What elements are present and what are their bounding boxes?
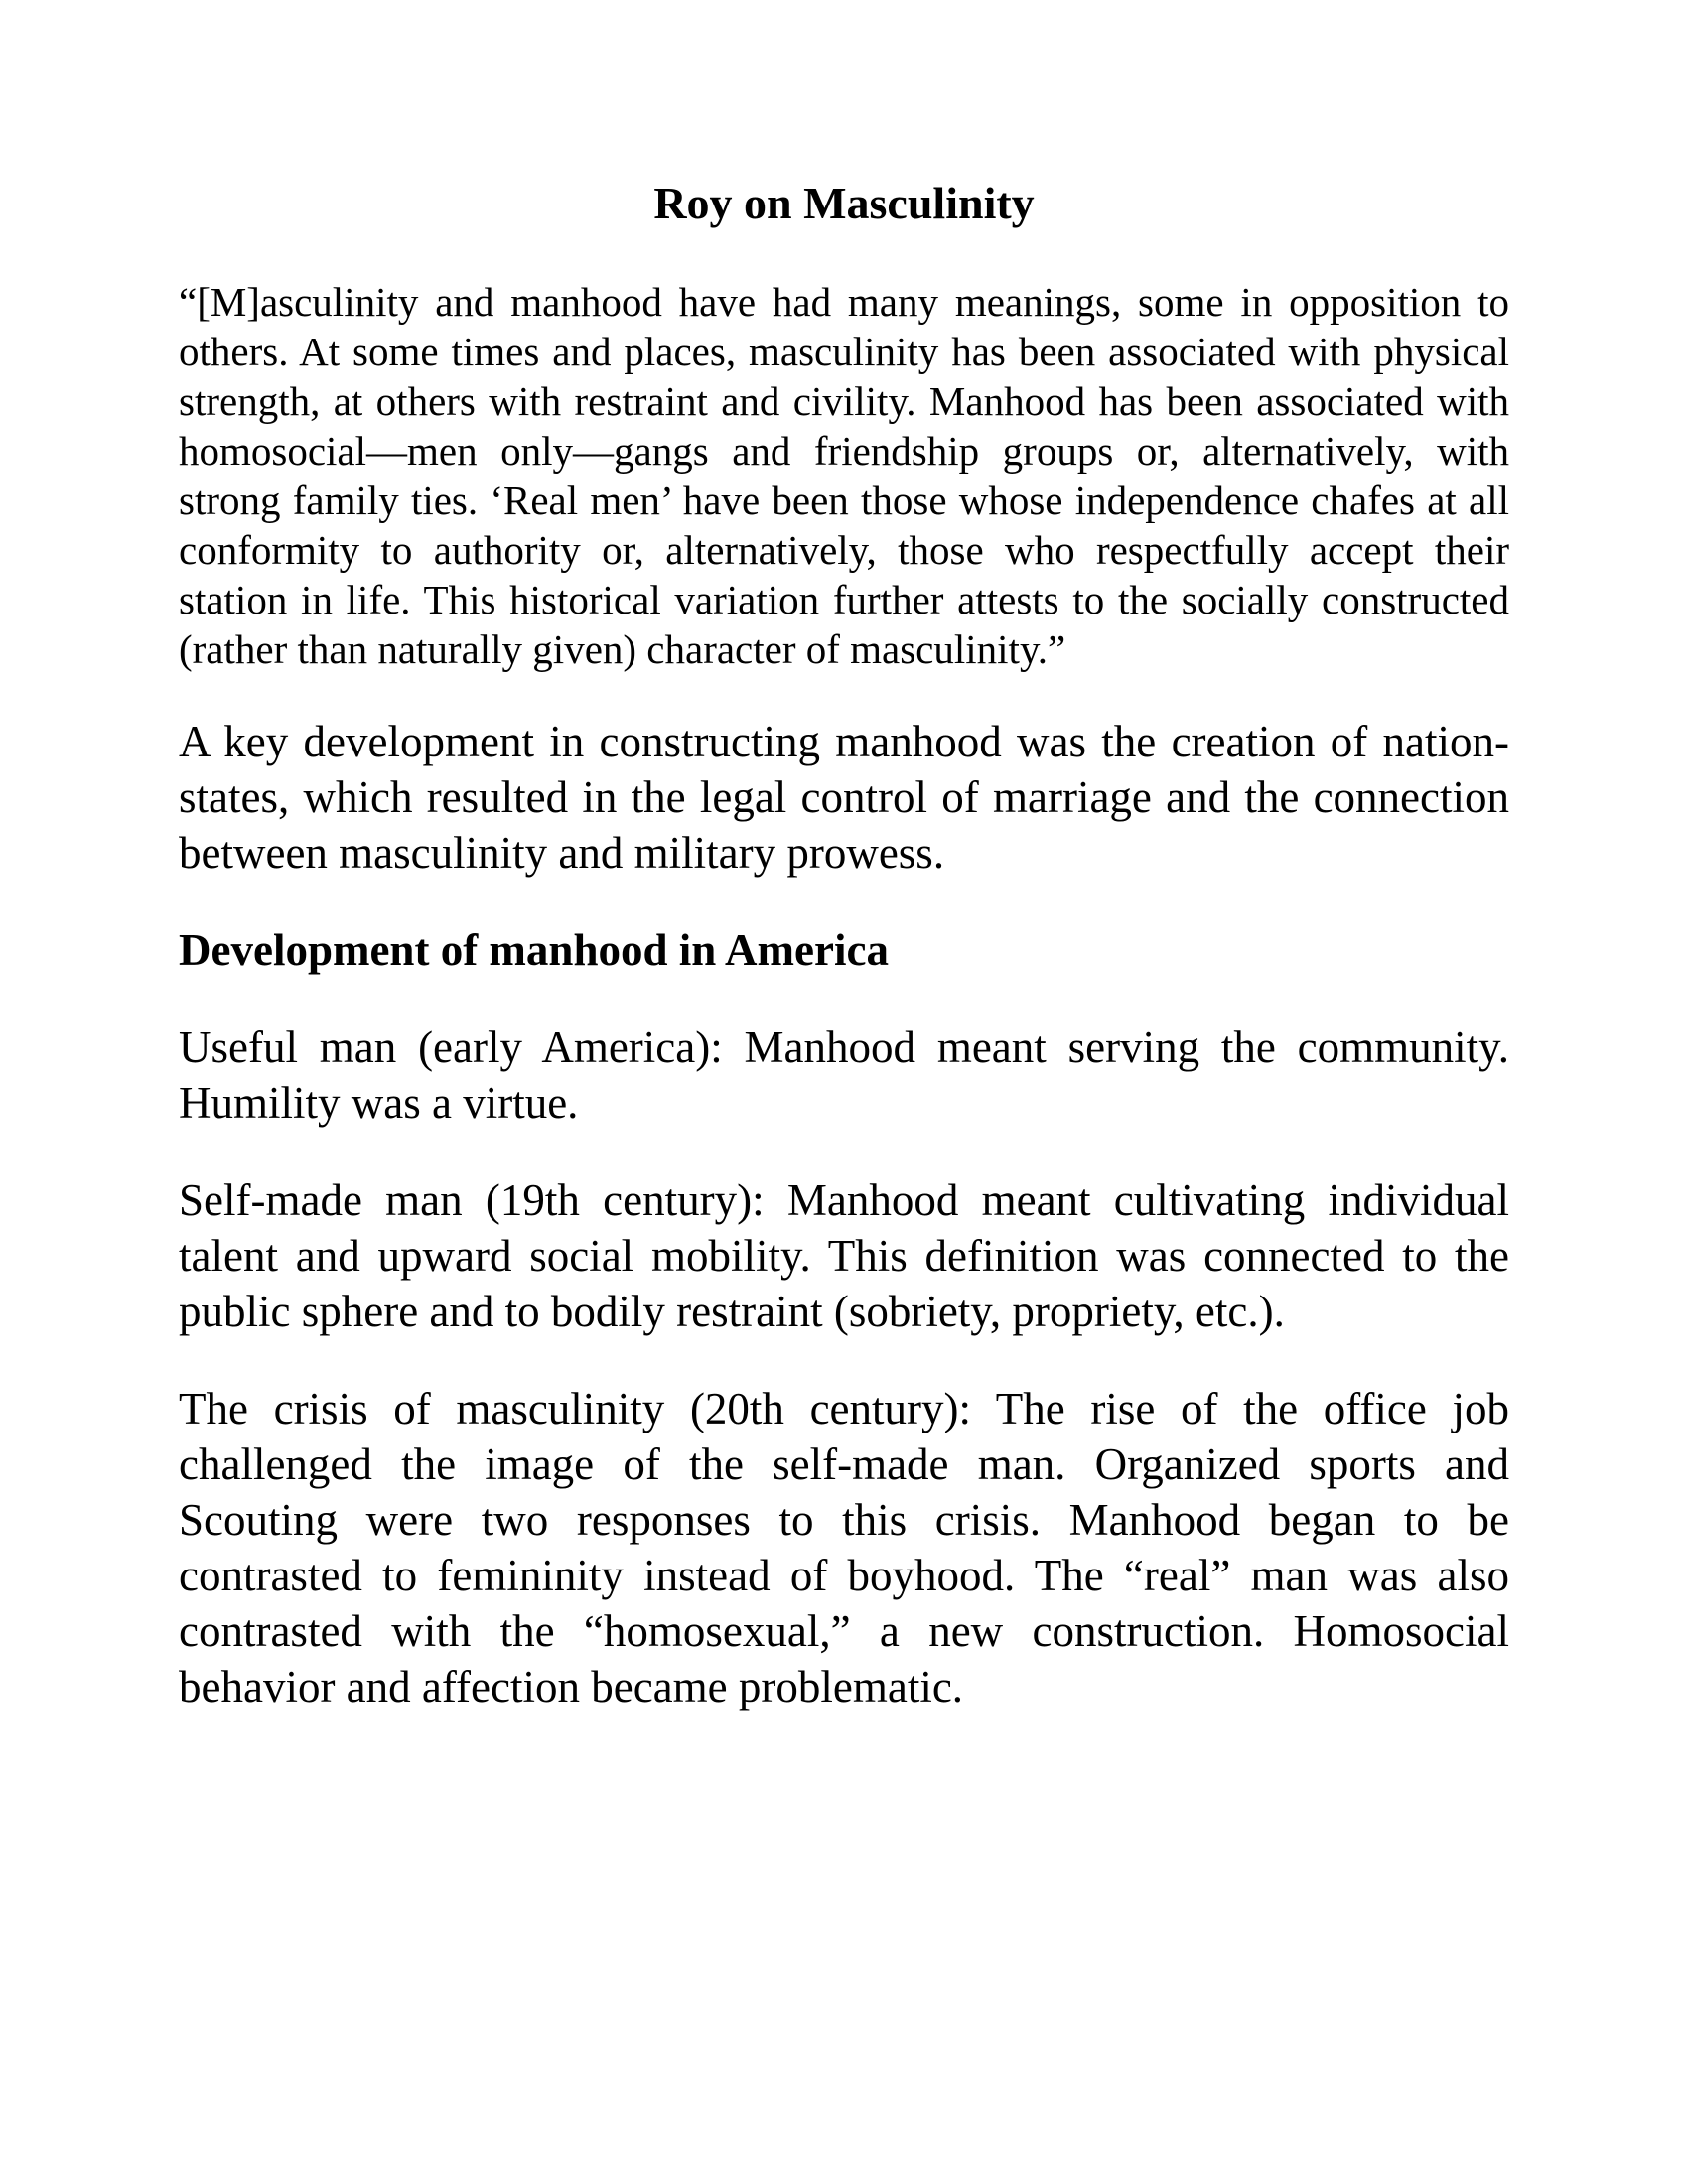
intro-paragraph: A key development in constructing manhood was the creation of nation-states, which resulted in the legal control of marriage and the connection between masculinity and military prowess. <box>179 716 1509 878</box>
quote-paragraph: “[M]asculinity and manhood have had many meanings, some in opposition to others. At some times and places, masculinity has been associated with physical strength, at others with restraint and civility. Manhood has been associated with homosocial—men only—gangs and friendship groups or, alternatively, with strong family ties. ‘Real men’ have been those whose independence chafes at all conformity to authority or, alternatively, those who respectfully accept their station in life. This historical variation further attests to the socially constructed (rather than naturally given) character of masculinity.” <box>179 278 1509 672</box>
paragraph-crisis-of-masculinity: The crisis of masculinity (20th century): The rise of the office job challenged the image of the self-made man. Organized sports and Scouting were two responses to this crisis. Manhood began to be contrasted to femininity instead of boyhood. The “real” man was also contrasted with the “homosexual,” a new construction. Homosocial behavior and affection became problematic. <box>179 1383 1509 1711</box>
paragraph-self-made-man: Self-made man (19th century): Manhood meant cultivating individual talent and upward social mobility. This definition was connected to the public sphere and to bodily restraint (sobriety, propriety, etc.). <box>179 1174 1509 1336</box>
paragraph-useful-man: Useful man (early America): Manhood meant serving the community. Humility was a virtue. <box>179 1022 1509 1128</box>
document-title: Roy on Masculinity <box>653 178 1035 228</box>
section-heading-development-of-manhood: Development of manhood in America <box>179 924 889 975</box>
